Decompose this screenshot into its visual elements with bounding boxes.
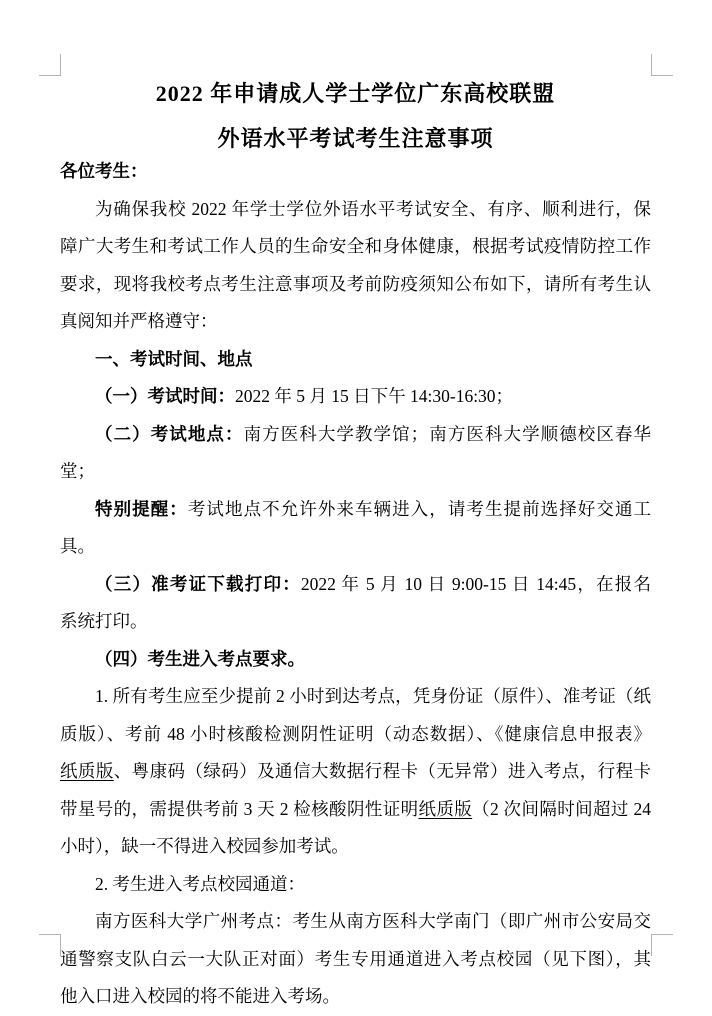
text-run: （2 次间隔时间超过 24 [472, 798, 652, 819]
text-line [60, 978, 651, 1016]
text-line [60, 641, 651, 679]
text-line [60, 828, 651, 866]
text-line [60, 341, 651, 379]
text-run: 、粤康码（绿码）及通信大数据行程卡（无异常）进入考点，行程卡 [113, 761, 651, 781]
text-run: 南方医科大学教学馆；南方医科大学顺德校区春华堂； [60, 423, 652, 481]
text-line [60, 753, 651, 791]
bold-lead-in: （一）考试时间： [95, 386, 235, 406]
text-line [60, 303, 651, 341]
text-run: 通警察支队白云一大队正对面）考生专用通道进入考点校园（见下图），其 [60, 948, 651, 969]
text-line [60, 603, 651, 641]
text-line [60, 791, 651, 829]
page-content [60, 71, 651, 1016]
title-line-2: 外语水平考试考生注意事项 [217, 126, 494, 151]
bold-lead-in: 特别提醒： [95, 498, 188, 519]
bold-lead-in: （四）考生进入考点要求。 [95, 648, 305, 669]
bold-lead-in: （二）考试地点： [95, 423, 244, 444]
text-run: 要求，现将我校考点考生注意事项及考前防疫须知公布如下，请所有考生认 [60, 273, 651, 294]
bold-lead-in: （三）准考证下载打印： [95, 573, 301, 594]
text-line [60, 191, 651, 229]
text-line [60, 566, 651, 604]
margin-crop-mark-top-right [651, 54, 673, 76]
text-line [60, 491, 651, 566]
text-run: 他入口进入校园的将不能进入考场。 [60, 986, 340, 1006]
underlined-text: 纸质版 [418, 798, 473, 819]
margin-crop-mark-top-left [39, 54, 61, 76]
text-line [60, 903, 651, 941]
underlined-text: 纸质版 [60, 761, 114, 781]
body-text [60, 153, 651, 1016]
bold-lead-in: 各位考生： [60, 161, 148, 181]
text-line [60, 228, 651, 266]
text-line [60, 866, 651, 904]
text-run: 小时），缺一不得进入校园参加考试。 [60, 836, 349, 856]
bold-lead-in: 一、考试时间、地点 [95, 348, 253, 369]
text-run: 1. 所有考生应至少提前 2 小时到达考点，凭身份证（原件）、准考证（纸 [95, 686, 651, 706]
title-line-1: 2022 年申请成人学士学位广东高校联盟 [155, 81, 556, 106]
text-run: 系统打印。 [60, 611, 148, 631]
text-line [60, 716, 651, 754]
text-run: 2022 年 5 月 10 日 9:00-15 日 14:45，在报名 [300, 573, 651, 594]
text-line [60, 378, 651, 416]
document-title [60, 71, 651, 161]
margin-crop-mark-bottom-left [39, 934, 61, 956]
text-run: 带星号的，需提供考前 3 天 2 检核酸阴性证明 [60, 798, 419, 819]
text-run: 南方医科大学广州考点：考生从南方医科大学南门（即广州市公安局交 [95, 911, 651, 931]
text-line [60, 678, 651, 716]
text-run: 2022 年 5 月 15 日下午 14:30-16:30； [235, 386, 514, 406]
margin-crop-mark-bottom-right [651, 934, 673, 956]
text-line [60, 266, 651, 304]
text-run: 障广大考生和考试工作人员的生命安全和身体健康，根据考试疫情防控工作 [60, 236, 651, 256]
text-run: 真阅知并严格遵守： [60, 311, 218, 331]
text-run: 质版）、考前 48 小时核酸检测阴性证明（动态数据）、《健康信息申报表》 [60, 723, 651, 744]
text-run: 为确保我校 2022 年学士学位外语水平考试安全、有序、顺利进行，保 [95, 198, 651, 219]
text-run: 考试地点不允许外来车辆进入，请考生提前选择好交通工具。 [60, 498, 652, 556]
text-line [60, 416, 651, 491]
text-line [60, 941, 651, 979]
text-run: 2. 考生进入考点校园通道： [95, 873, 305, 894]
